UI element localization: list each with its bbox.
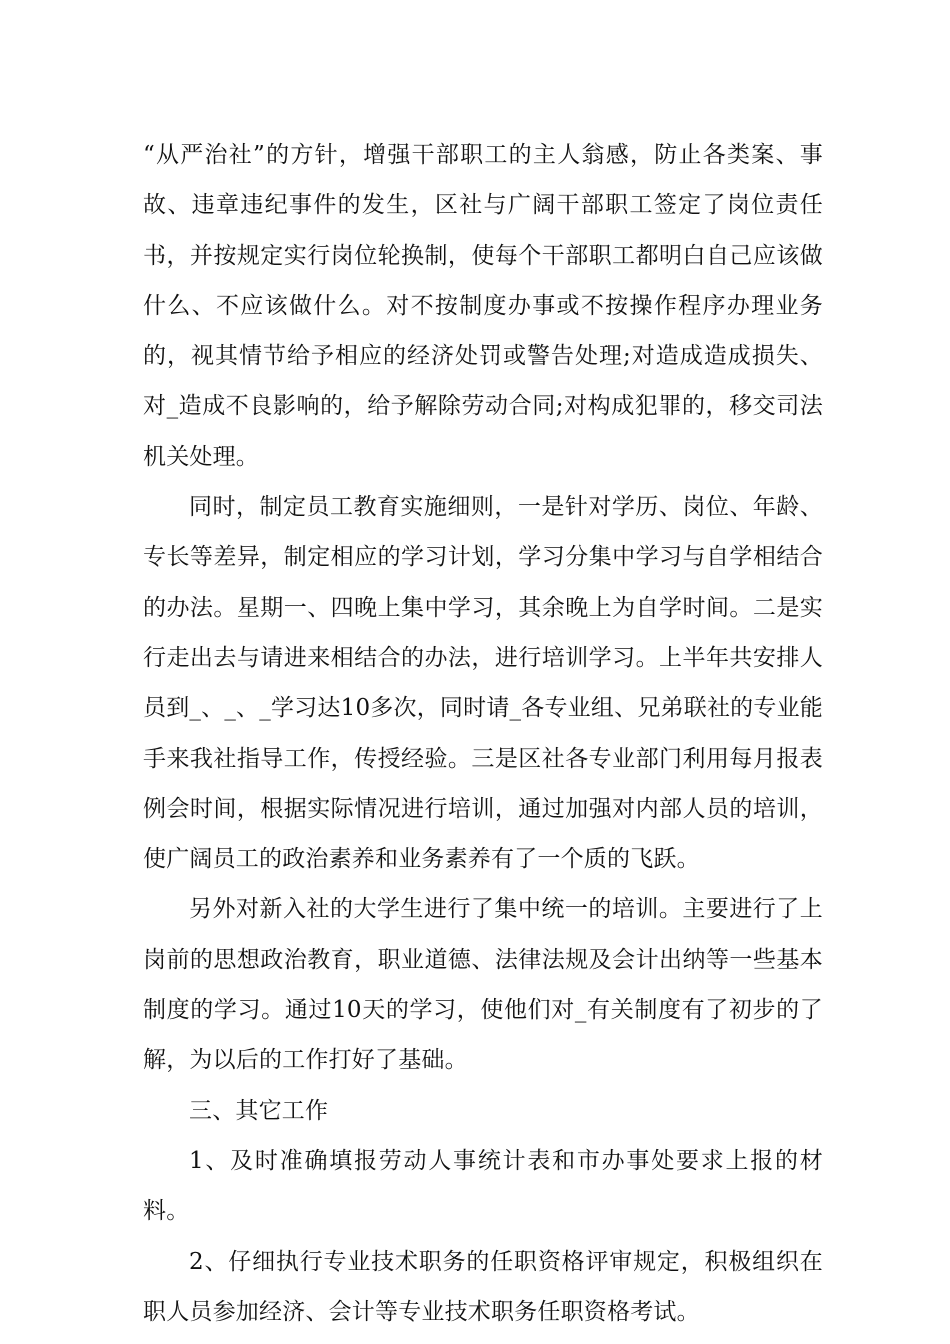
list-item-qualification-review: 2、仔细执行专业技术职务的任职资格评审规定，积极组织在职人员参加经济、会计等专业技术职务任职资格考试。	[143, 1248, 823, 1325]
section-heading-other-work: 三、其它工作	[189, 1097, 329, 1124]
paragraph-new-graduate-training: 另外对新入社的大学生进行了集中统一的培训。主要进行了上岗前的思想政治教育，职业道德、法律法规及会计出纳等一些基本制度的学习。通过10天的学习，使他们对_有关制度有了初步的了解，为以后的工作打好了基础。	[143, 896, 823, 1074]
list-item-statistics-report: 1、及时准确填报劳动人事统计表和市办事处要求上报的材料。	[143, 1147, 823, 1225]
document-body	[143, 130, 823, 1337]
paragraph-staff-education: 同时，制定员工教育实施细则，一是针对学历、岗位、年龄、专长等差异，制定相应的学习计划，学习分集中学习与自学相结合的办法。星期一、四晚上集中学习，其余晚上为自学时间。二是实行走出去与请进来相结合的办法，进行培训学习。上半年共安排人员到_、_、_学习达10多次，同时请_各专业组、兄弟联社的专业能手来我社指导工作，传授经验。三是区社各专业部门利用每月报表例会时间，根据实际情况进行培训，通过加强对内部人员的培训，使广阔员工的政治素养和业务素养有了一个质的飞跃。	[143, 494, 823, 873]
paragraph-responsibility: “从严治社”的方针，增强干部职工的主人翁感，防止各类案、事故、违章违纪事件的发生，区社与广阔干部职工签定了岗位责任书，并按规定实行岗位轮换制，使每个干部职工都明白自己应该做什么、不应该做什么。对不按制度办事或不按操作程序办理业务的，视其情节给予相应的经济处罚或警告处理;对造成造成损失、对_造成不良影响的，给予解除劳动合同;对构成犯罪的，移交司法机关处理。	[143, 142, 823, 470]
